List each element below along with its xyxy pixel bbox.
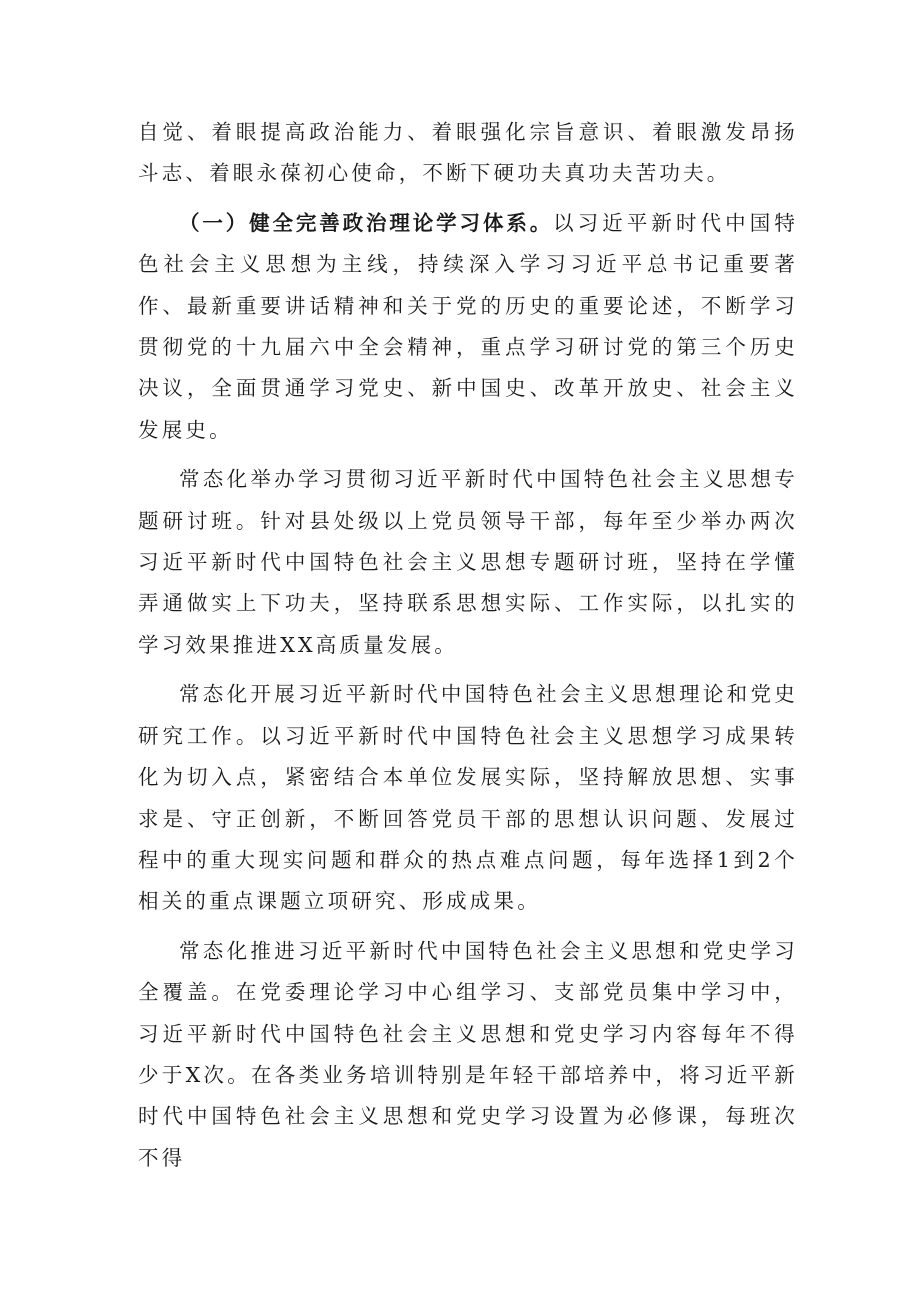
paragraph-continuation bbox=[138, 112, 798, 195]
paragraph-full-coverage bbox=[138, 931, 798, 1179]
paragraph-study-seminar bbox=[138, 459, 798, 666]
paragraph-text: 常态化开展习近平新时代中国特色社会主义思想理论和党史研究工作。以习近平新时代中国特色社会主义思想学习成果转化为切入点，紧密结合本单位发展实际，坚持解放思想、实事求是、守正创新，不断回答党员干部的思想认识问题、发展过程中的重大现实问题和群众的热点难点问题，每年选择1到2个相关的重点课题立项研究、形成成果。 bbox=[138, 682, 798, 914]
document-body bbox=[138, 112, 798, 1187]
paragraph-text: 自觉、着眼提高政治能力、着眼强化宗旨意识、着眼激发昂扬斗志、着眼永葆初心使命，不断下硬功夫真功夫苦功夫。 bbox=[138, 120, 798, 186]
paragraph-text: 以习近平新时代中国特色社会主义思想为主线，持续深入学习习近平总书记重要著作、最新重要讲话精神和关于党的历史的重要论述，不断学习贯彻党的十九届六中全会精神，重点学习研讨党的第三个历史决议，全面贯通学习党史、新中国史、改革开放史、社会主义发展史。 bbox=[138, 210, 799, 442]
section-heading-lead: （一）健全完善政治理论学习体系。 bbox=[179, 210, 554, 235]
paragraph-text: 常态化举办学习贯彻习近平新时代中国特色社会主义思想专题研讨班。针对县处级以上党员领导干部，每年至少举办两次习近平新时代中国特色社会主义思想专题研讨班，坚持在学懂弄通做实上下功夫，坚持联系思想实际、工作实际，以扎实的学习效果推进XX高质量发展。 bbox=[138, 467, 798, 657]
paragraph-text: 常态化推进习近平新时代中国特色社会主义思想和党史学习全覆盖。在党委理论学习中心组学习、支部党员集中学习中，习近平新时代中国特色社会主义思想和党史学习内容每年不得少于X次。在各类业务培训特别是年轻干部培养中，将习近平新时代中国特色社会主义思想和党史学习设置为必修课，每班次不得 bbox=[138, 938, 798, 1170]
paragraph-research-work bbox=[138, 674, 798, 922]
paragraph-section-heading bbox=[138, 203, 798, 451]
